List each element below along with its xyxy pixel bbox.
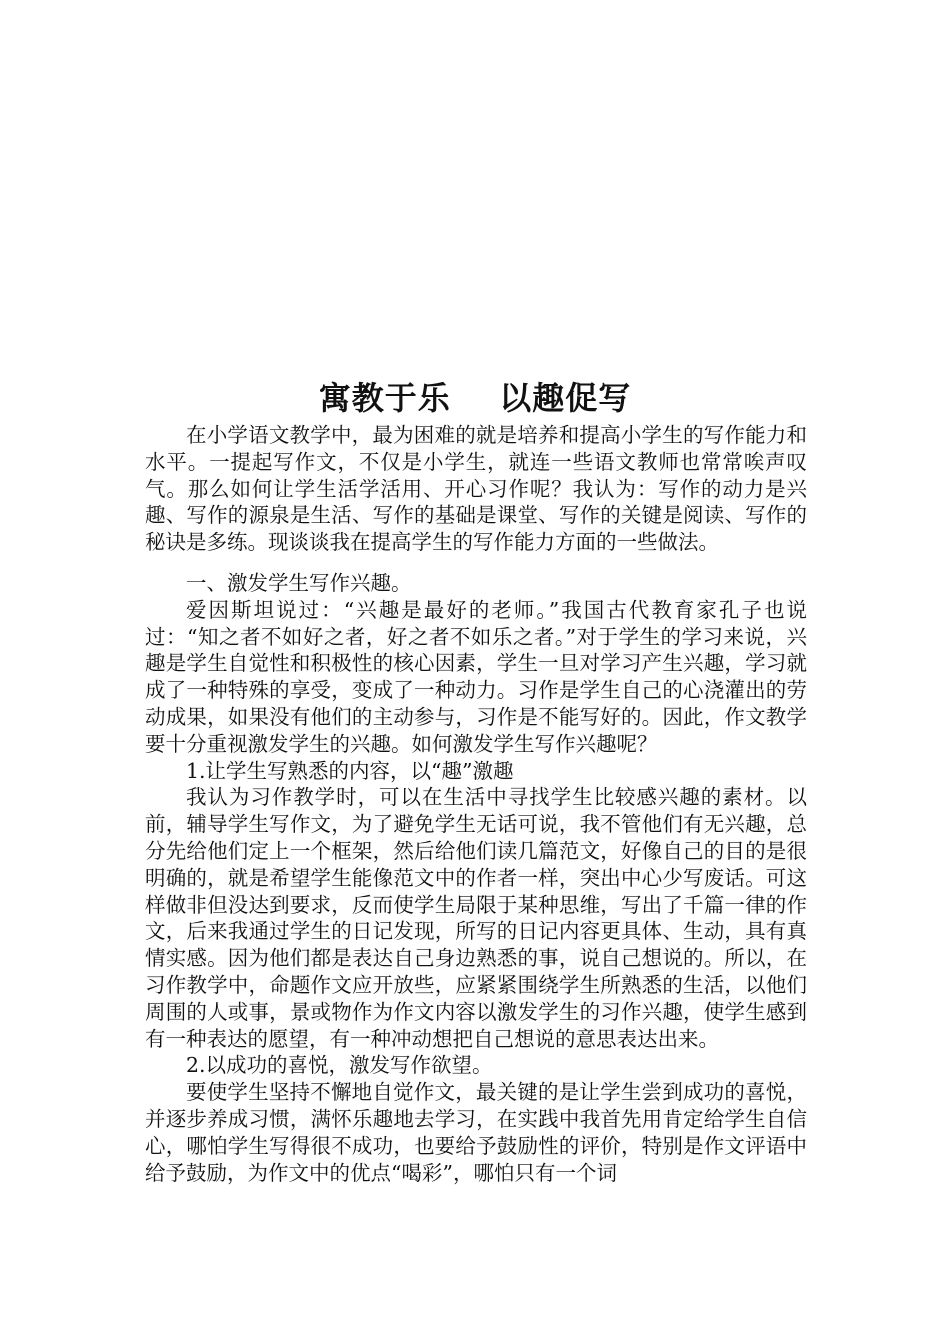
document-title: 寓教于乐 以趣促写 — [318, 379, 632, 417]
paragraph-intro: 在小学语文教学中，最为困难的就是培养和提高小学生的写作能力和水平。一提起写作文，不仅是小学生，就连一些语文教师也常常唉声叹气。那么如何让学生活学活用、开心习作呢？我认为：写作的动力是兴趣、写作的源泉是生活、写作的基础是课堂、写作的关键是阅读、写作的秘诀是多练。现谈谈我在提高学生的写作能力方面的一些做法。 — [145, 423, 807, 555]
document-body — [145, 422, 807, 1186]
paragraph-success: 要使学生坚持不懈地自觉作文，最关键的是让学生尝到成功的喜悦，并逐步养成习惯，满怀乐趣地去学习，在实践中我首先用肯定给学生自信心，哪怕学生写得很不成功，也要给予鼓励性的评价，特别是作文评语中给予鼓励，为作文中的优点“喝彩”，哪怕只有一个词 — [145, 1080, 807, 1185]
subheading-2: 2.以成功的喜悦，激发写作欲望。 — [186, 1053, 493, 1078]
paragraph-familiar-content: 我认为习作教学时，可以在生活中寻找学生比较感兴趣的素材。以前，辅导学生写作文，为了避免学生无话可说，我不管他们有无兴趣，总分先给他们定上一个框架，然后给他们读几篇范文，好像自己的目的是很明确的，就是希望学生能像范文中的作者一样，突出中心少写废话。可这样做非但没达到要求，反而使学生局限于某种思维，写出了千篇一律的作文，后来我通过学生的日记发现，所写的日记内容更具体、生动，具有真情实感。因为他们都是表达自己身边熟悉的事，说自己想说的。所以，在习作教学中，命题作文应开放些，应紧紧围绕学生所熟悉的生活，以他们周围的人或事，景或物作为作文内容以激发学生的习作兴趣，使学生感到有一种表达的愿望，有一种冲动想把自己想说的意思表达出来。 — [145, 785, 807, 1051]
subheading-1: 1.让学生写熟悉的内容，以“趣”激趣 — [186, 758, 514, 783]
section-heading-1: 一、激发学生写作兴趣。 — [186, 570, 412, 595]
paragraph-interest: 爱因斯坦说过：“兴趣是最好的老师。”我国古代教育家孔子也说过：“知之者不如好之者，好之者不如乐之者。”对于学生的学习来说，兴趣是学生自觉性和积极性的核心因素，学生一旦对学习产生兴趣，学习就成了一种特殊的享受，变成了一种动力。习作是学生自己的心浇灌出的劳动成果，如果没有他们的主动参与，习作是不能写好的。因此，作文教学要十分重视激发学生的兴趣。如何激发学生写作兴趣呢？ — [145, 597, 807, 756]
